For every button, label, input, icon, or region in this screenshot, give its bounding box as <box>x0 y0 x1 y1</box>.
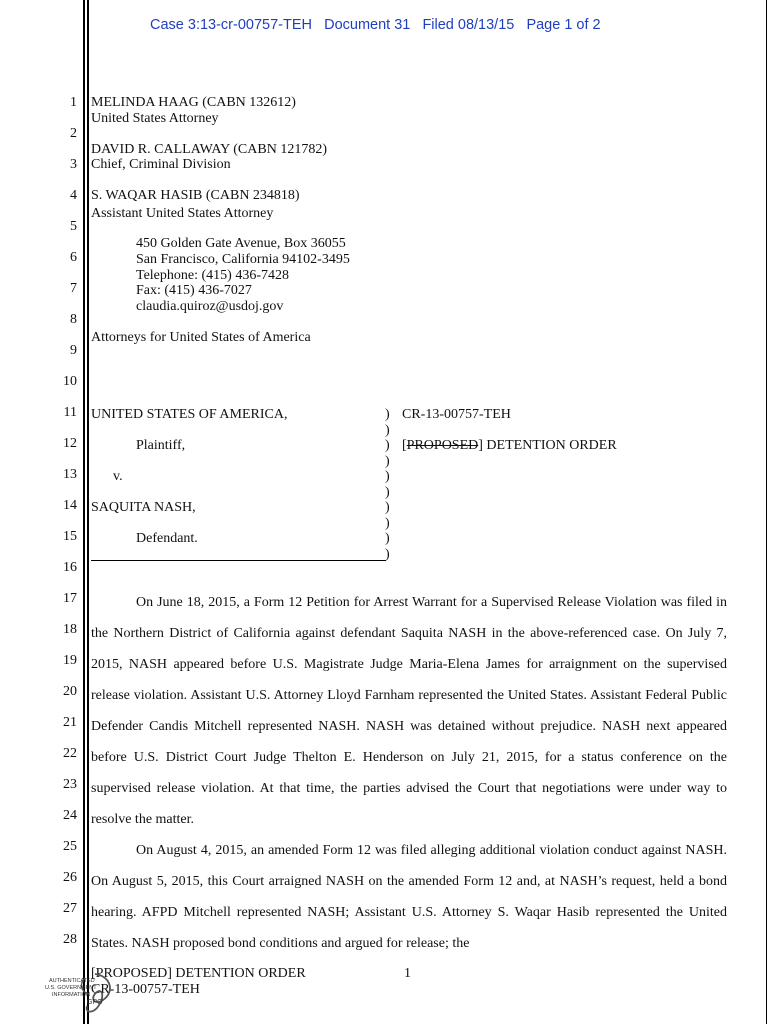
versus: v. <box>113 469 123 484</box>
line-number: 2 <box>70 126 77 141</box>
plaintiff-role: Plaintiff, <box>136 438 186 453</box>
seal-text: AUTHENTICATED <box>49 978 95 984</box>
attorney-title: Chief, Criminal Division <box>91 157 231 172</box>
defendant-name: SAQUITA NASH, <box>91 500 196 515</box>
caption-parentheses: ) ) ) ) ) ) ) ) ) ) <box>385 407 390 562</box>
filed-date: Filed 08/13/15 <box>422 17 515 33</box>
line-number: 21 <box>63 715 77 730</box>
plaintiff-name: UNITED STATES OF AMERICA, <box>91 407 288 422</box>
line-number: 10 <box>63 374 77 389</box>
line-number: 11 <box>63 405 77 420</box>
line-number: 6 <box>70 250 77 265</box>
line-number: 4 <box>70 188 77 203</box>
defendant-role: Defendant. <box>136 531 198 546</box>
address-line: 450 Golden Gate Avenue, Box 36055 <box>136 236 346 251</box>
line-number: 1 <box>70 95 77 110</box>
attorney-name: S. WAQAR HASIB (CABN 234818) <box>91 188 300 203</box>
body-paragraph: On August 4, 2015, an amended Form 12 was filed alleging additional violation conduct against NASH. On August 5, 2015, this Court arraigned NASH on the amended Form 12 and, at NASH’s request, held a bond hearing. AFPD Mitchell represented NASH; Assistant U.S. Attorney S. Waqar Hasib represented the United States. NASH proposed bond conditions and argued for release; the <box>91 843 727 951</box>
email: claudia.quiroz@usdoj.gov <box>136 299 284 314</box>
caption-underline <box>91 560 386 561</box>
line-number: 15 <box>63 529 77 544</box>
line-number: 3 <box>70 157 77 172</box>
line-number: 23 <box>63 777 77 792</box>
body-paragraph: On June 18, 2015, a Form 12 Petition for Arrest Warrant for a Supervised Release Violation was filed in the Northern District of California against defendant Saquita NASH in the above-referenced case. On July 7, 2015, NASH appeared before U.S. Magistrate Judge Maria-Elena James for arraignment on the supervised release violation. Assistant U.S. Attorney Lloyd Farnham represented the United States. Assistant Federal Public Defender Candis Mitchell represented NASH. NASH was detained without prejudice. NASH next appeared before U.S. District Court Judge Thelton E. Henderson on July 21, 2015, for a status conference on the supervised release violation. At that time, the parties advised the Court that negotiations were under way to resolve the matter. <box>91 595 727 827</box>
line-number: 7 <box>70 281 77 296</box>
attorney-name: MELINDA HAAG (CABN 132612) <box>91 95 296 110</box>
left-margin-rule-inner <box>87 0 89 1024</box>
seal-gpo: GPO <box>87 999 103 1006</box>
line-number: 16 <box>63 560 77 575</box>
line-number: 14 <box>63 498 77 513</box>
line-number: 24 <box>63 808 77 823</box>
right-margin-rule <box>766 0 767 1024</box>
line-number: 18 <box>63 622 77 637</box>
case-number: Case 3:13-cr-00757-TEH <box>150 17 312 33</box>
attorney-title: United States Attorney <box>91 111 219 126</box>
document-title: [PROPOSED] DETENTION ORDER <box>402 438 617 453</box>
footer-page-number: 1 <box>404 966 411 981</box>
gpo-authentication-seal <box>45 968 115 1016</box>
line-number: 9 <box>70 343 77 358</box>
telephone: Telephone: (415) 436-7428 <box>136 268 289 283</box>
line-number: 26 <box>63 870 77 885</box>
line-number: 25 <box>63 839 77 854</box>
line-number: 12 <box>63 436 77 451</box>
line-number: 27 <box>63 901 77 916</box>
line-number: 28 <box>63 932 77 947</box>
footer-title: [PROPOSED] DETENTION ORDER <box>91 966 306 981</box>
line-number: 20 <box>63 684 77 699</box>
case-number-caption: CR-13-00757-TEH <box>402 407 511 422</box>
proposed-struck: PROPOSED <box>406 438 479 453</box>
page-indicator: Page 1 of 2 <box>526 17 601 33</box>
line-number: 8 <box>70 312 77 327</box>
attorney-title: Assistant United States Attorney <box>91 206 274 221</box>
seal-text: U.S. GOVERNMENT <box>45 985 97 991</box>
case-header <box>150 17 601 33</box>
attorneys-for: Attorneys for United States of America <box>91 330 311 345</box>
line-number: 5 <box>70 219 77 234</box>
line-number: 17 <box>63 591 77 606</box>
line-number: 13 <box>63 467 77 482</box>
document-number: Document 31 <box>324 17 411 33</box>
fax: Fax: (415) 436-7027 <box>136 283 252 298</box>
line-number: 19 <box>63 653 77 668</box>
footer-case-number: CR-13-00757-TEH <box>91 982 200 997</box>
line-number: 22 <box>63 746 77 761</box>
left-margin-rule-outer <box>83 0 85 1024</box>
attorney-name: DAVID R. CALLAWAY (CABN 121782) <box>91 142 327 157</box>
seal-text: INFORMATION <box>52 992 91 998</box>
address-line: San Francisco, California 94102-3495 <box>136 252 350 267</box>
